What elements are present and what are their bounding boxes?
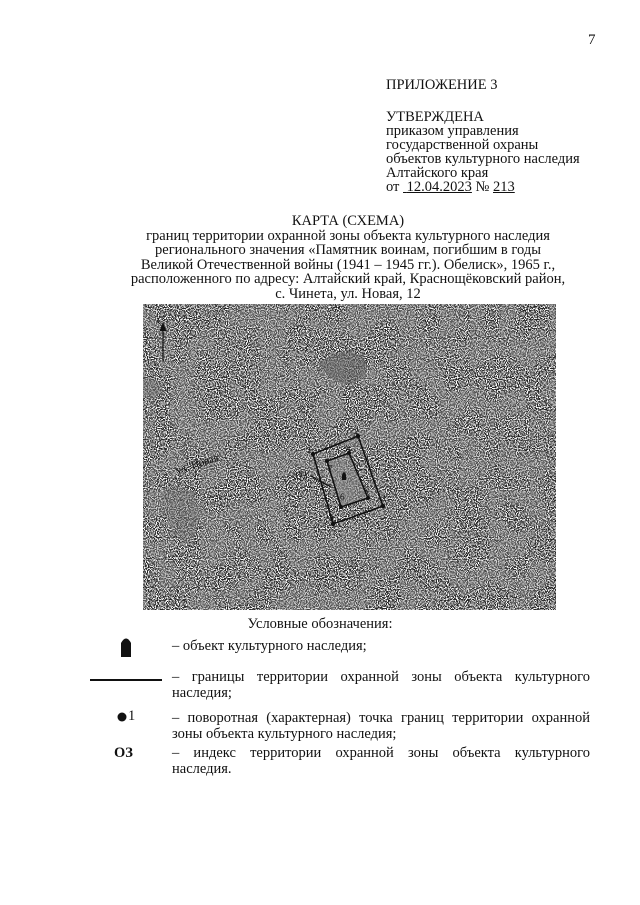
point-label: 2 [354, 426, 359, 436]
point-label: 4 [329, 513, 334, 523]
monument-icon [90, 636, 170, 658]
title-heading: КАРТА (СХЕМА) [291, 213, 405, 229]
title-line: границ территории охранной зоны объекта культурного наследия [146, 227, 550, 244]
legend-text-boundary: – границы территории охранной зоны объекта культурного наследия; [172, 669, 590, 701]
point-label: 5 [364, 486, 369, 496]
document-title [100, 214, 596, 301]
approval-line: Алтайского края [386, 165, 489, 181]
point-label: 6 [340, 492, 345, 502]
legend-text-point: – поворотная (характерная) точка границ территории охранной зоны объекта культурного наследия; [172, 710, 590, 742]
title-line: с. Чинета, ул. Новая, 12 [275, 285, 421, 302]
number-prefix: № [475, 179, 490, 195]
legend-symbol-index [90, 745, 170, 763]
approval-block [386, 78, 580, 194]
legend-text-index: – индекс территории охранной зоны объекта культурного наследия. [172, 745, 590, 777]
approval-date: 12.04.2023 [406, 179, 472, 195]
date-prefix: от [386, 179, 400, 195]
point-label: 1 [307, 445, 312, 455]
zone-label: ОЗ [295, 471, 308, 482]
map-scheme [143, 304, 556, 610]
point-number: 1 [128, 708, 136, 724]
page-number: 7 [588, 32, 596, 48]
north-label: С [157, 315, 165, 327]
approval-line: государственной охраны [386, 137, 539, 153]
title-line: регионального значения «Памятник воинам, погибшим в годы [155, 242, 541, 258]
legend-heading: Условные обозначения: [247, 616, 393, 632]
approval-date-line [386, 180, 580, 194]
point-label: 7 [328, 464, 333, 474]
legend-symbol-object [90, 636, 170, 658]
approval-line: объектов культурного наследия [386, 151, 580, 167]
legend-text-object: – объект культурного наследия; [172, 638, 367, 654]
legend-symbol-point [90, 708, 170, 726]
point-label: 8 [346, 444, 351, 454]
title-line: расположенного по адресу: Алтайский край, Краснощёковский район, [130, 271, 566, 287]
legend-symbol-boundary [90, 672, 170, 682]
street-label: ул. Новая [174, 451, 221, 477]
boundary-line-icon [90, 675, 170, 685]
title-line: Великой Отечественной войны (1941 – 1945 гг.). Обелиск», 1965 г., [140, 256, 556, 273]
appendix-label: ПРИЛОЖЕНИЕ 3 [386, 77, 498, 93]
approved-label: УТВЕРЖДЕНА [386, 109, 484, 125]
index-label: ОЗ [114, 745, 133, 761]
approval-line: приказом управления [386, 123, 519, 139]
approval-number: 213 [493, 179, 515, 195]
point-label: 3 [381, 493, 386, 503]
